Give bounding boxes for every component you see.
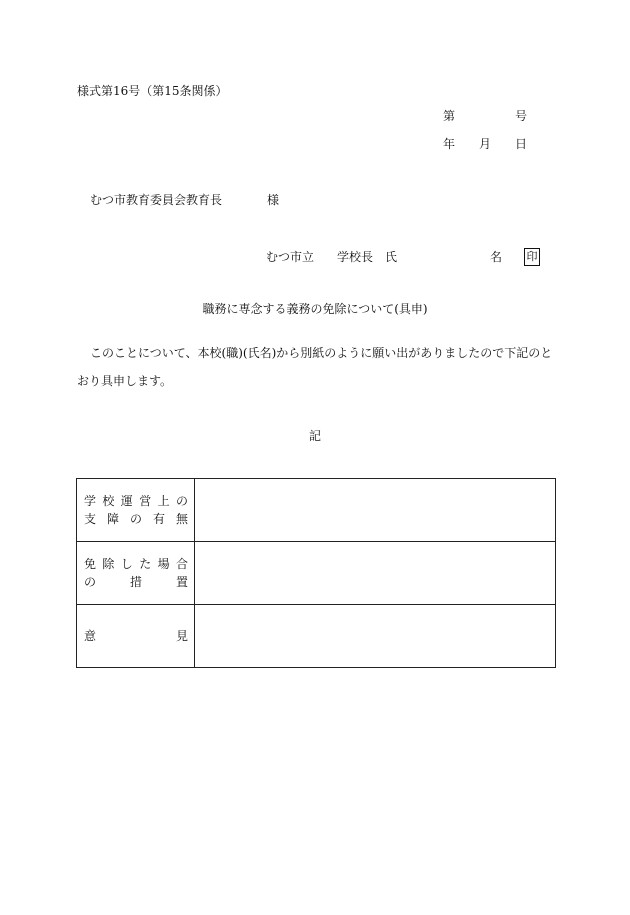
date-month: 月: [479, 137, 492, 151]
table-row: [77, 479, 556, 542]
ki-heading: 記: [308, 429, 321, 443]
seal-mark: 印: [524, 248, 540, 266]
table-row: [77, 542, 556, 605]
row-label-line1: 学校運営上の: [84, 494, 188, 508]
document-number-go: 号: [515, 109, 528, 123]
row-value-field[interactable]: [195, 605, 556, 668]
row-label-line2: の 措 置: [84, 575, 188, 589]
document-number-dai: 第: [443, 109, 456, 123]
record-table: [76, 478, 556, 668]
row-label-line2: 支障の有無: [84, 512, 188, 526]
body-text-line1: このことについて、本校(職)(氏名)から別紙のように願い出がありましたので下記のと: [90, 346, 553, 360]
body-text-line2: おり具申します。: [77, 374, 173, 388]
row-label: [77, 479, 195, 542]
sender-school: むつ市立: [266, 250, 315, 264]
row-value-field[interactable]: [195, 479, 556, 542]
row-label: [77, 605, 195, 668]
addressee-honorific: 様: [267, 193, 280, 207]
form-number: 様式第16号（第15条関係）: [77, 84, 228, 98]
row-label: [77, 542, 195, 605]
date-day: 日: [515, 137, 528, 151]
row-value-field[interactable]: [195, 542, 556, 605]
row-label-line1: 免除した場合: [84, 557, 188, 571]
date-year: 年: [443, 137, 456, 151]
sender-principal: 学校長: [337, 250, 374, 264]
document-title: 職務に専念する義務の免除について(具申): [202, 302, 428, 316]
sender-na: 名: [490, 250, 503, 264]
row-label-line1: 意 見: [84, 629, 188, 643]
addressee-name: むつ市教育委員会教育長: [90, 193, 223, 207]
table-row: [77, 605, 556, 668]
sender-shi: 氏: [385, 250, 398, 264]
